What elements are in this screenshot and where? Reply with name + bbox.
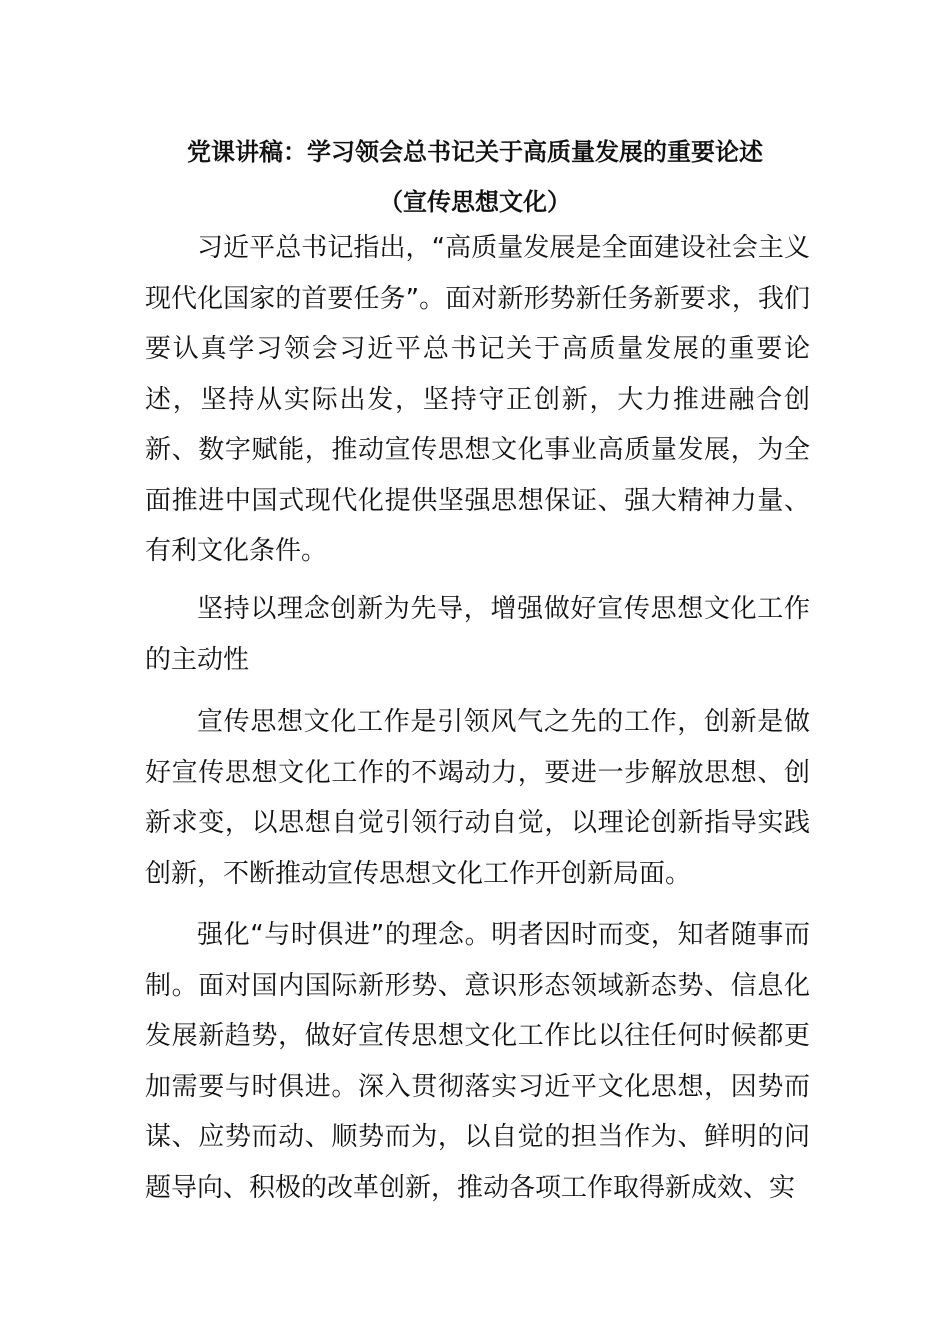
paragraph-body: 强化“与时俱进”的理念。明者因时而变，知者随事而制。面对国内国际新形势、意识形态领域新态势、信息化发展新趋势，做好宣传思想文化工作比以往任何时候都更加需要与时俱进。深入贯彻落实习近平文化思想，因势而谋、应势而动、顺势而为，以自觉的担当作为、鲜明的问题导向、积极的改革创新，推动各项工作取得新成效、实 <box>145 920 810 1203</box>
section-heading: 坚持以理念创新为先导，增强做好宣传思想文化工作的主动性 <box>145 594 810 675</box>
document-title: 党课讲稿：学习领会总书记关于高质量发展的重要论述 <box>187 138 763 166</box>
paragraph-body: 宣传思想文化工作是引领风气之先的工作，创新是做好宣传思想文化工作的不竭动力，要进一步解放思想、创新求变，以思想自觉引领行动自觉，以理论创新指导实践创新，不断推动宣传思想文化工作开创新局面。 <box>145 707 810 889</box>
paragraph-intro: 习近平总书记指出，“高质量发展是全面建设社会主义现代化国家的首要任务”。面对新形势新任务新要求，我们要认真学习领会习近平总书记关于高质量发展的重要论述，坚持从实际出发，坚持守正创新，大力推进融合创新、数字赋能，推动宣传思想文化事业高质量发展，为全面推进中国式现代化提供坚强思想保证、强大精神力量、有利文化条件。 <box>145 233 810 566</box>
document-subtitle: （宣传思想文化） <box>379 188 571 216</box>
